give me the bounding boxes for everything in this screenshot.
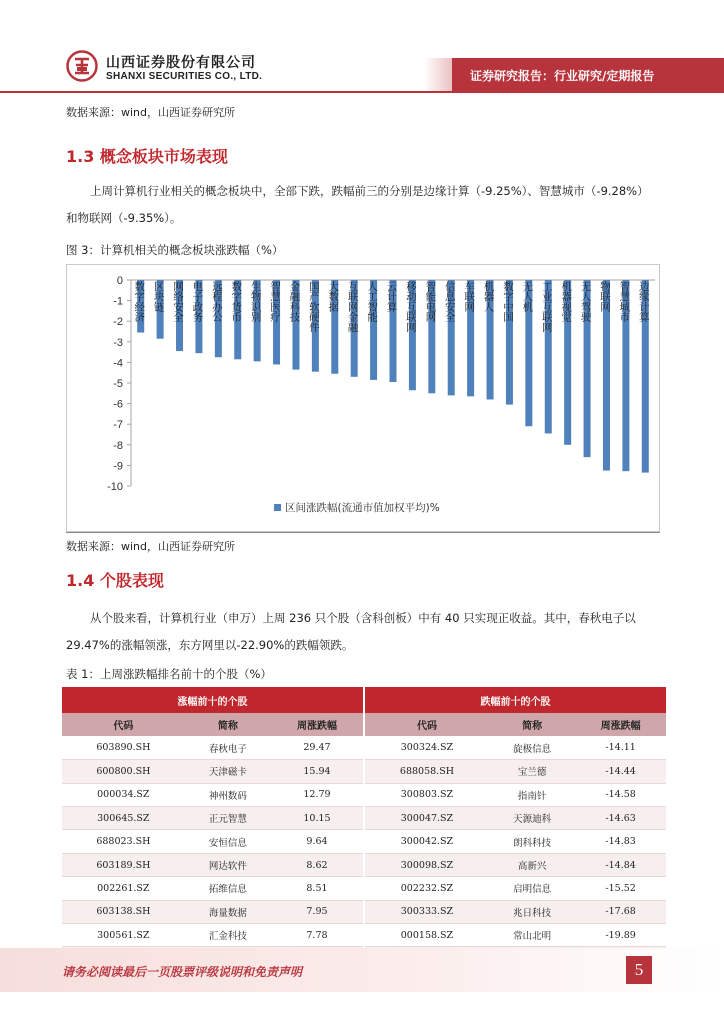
category-label: 区块链 — [153, 281, 165, 314]
section-title-concept-sectors: 1.3 概念板块市场表现 — [66, 147, 228, 166]
table-row — [62, 783, 666, 806]
table-row — [62, 807, 666, 830]
loser-name: 兆日科技 — [489, 900, 575, 923]
col-header-name: 简称 — [185, 713, 271, 736]
gainer-name: 春秋电子 — [185, 736, 271, 759]
category-label: 金融科技 — [289, 281, 301, 324]
gainers-header: 涨幅前十的个股 — [62, 687, 364, 713]
table-caption: 表 1：上周涨跌幅排名前十的个股（%） — [66, 667, 272, 681]
category-label: 数字中国 — [503, 281, 514, 324]
loser-change: -14.44 — [575, 760, 666, 783]
y-tick-label: -3 — [113, 336, 123, 349]
category-label: 智慧城市 — [619, 281, 631, 324]
loser-name: 宝兰德 — [489, 760, 575, 783]
loser-code: 300803.SZ — [364, 783, 489, 806]
gainer-name: 安恒信息 — [185, 830, 271, 853]
gainer-change: 15.94 — [271, 760, 364, 783]
category-label: 机器视觉 — [561, 281, 572, 324]
col-header-change: 周涨跌幅 — [271, 713, 364, 736]
page-number: 5 — [626, 956, 652, 984]
category-label: 无人机 — [522, 281, 534, 314]
footer-disclaimer: 请务必阅读最后一页股票评级说明和免责声明 — [62, 965, 303, 979]
loser-change: -14.83 — [575, 830, 666, 853]
loser-name: 启明信息 — [489, 877, 575, 900]
report-type-title: 证券研究报告：行业研究/定期报告 — [470, 69, 655, 83]
header-divider — [0, 91, 724, 93]
gainer-change: 7.78 — [271, 924, 364, 947]
category-label: 无人驾驶 — [580, 281, 592, 324]
gainer-name: 拓维信息 — [185, 877, 271, 900]
company-logo-icon — [66, 50, 98, 82]
gainer-code: 600800.SH — [62, 760, 185, 783]
category-label: 移动互联网 — [406, 281, 417, 334]
loser-name: 指南针 — [489, 783, 575, 806]
category-label: 数字经济 — [134, 281, 145, 324]
category-label: 工业互联网 — [542, 281, 553, 334]
table-row — [62, 900, 666, 923]
gainer-change: 10.15 — [271, 807, 364, 830]
category-label: 互联网金融 — [347, 281, 359, 334]
gainer-code: 603189.SH — [62, 853, 185, 876]
y-tick-label: -1 — [113, 295, 123, 308]
chart-bottom-rule — [66, 532, 660, 533]
loser-name: 常山北明 — [489, 924, 575, 947]
category-label: 电子政务 — [192, 281, 204, 324]
company-name-en: SHANXI SECURITIES CO., LTD. — [106, 71, 263, 82]
gainer-code: 603138.SH — [62, 900, 185, 923]
stocks-paragraph: 从个股来看，计算机行业（申万）上周 236 只个股（含科创板）中有 40 只实现正收益。其中，春秋电子以 29.47%的涨幅领涨，东方网里以-22.90%的跌幅领跌。 — [66, 611, 636, 652]
col-header-name: 简称 — [489, 713, 575, 736]
loser-change: -19.89 — [575, 924, 666, 947]
col-header-code: 代码 — [62, 713, 185, 736]
y-tick-label: 0 — [116, 275, 123, 287]
col-header-change: 周涨跌幅 — [575, 713, 666, 736]
legend-swatch — [274, 504, 281, 511]
col-header-code: 代码 — [364, 713, 489, 736]
loser-code: 002232.SZ — [364, 877, 489, 900]
loser-code: 300042.SZ — [364, 830, 489, 853]
gainer-change: 8.51 — [271, 877, 364, 900]
loser-change: -14.63 — [575, 807, 666, 830]
concept-sectors-paragraph: 上周计算机行业相关的概念板块中，全部下跌，跌幅前三的分别是边缘计算（-9.25%）、智慧城市（-9.28%）和物联网（-9.35%）。 — [66, 184, 649, 225]
gainer-name: 天津磁卡 — [185, 760, 271, 783]
loser-code: 300333.SZ — [364, 900, 489, 923]
category-label: 云计算 — [386, 281, 398, 314]
category-label: 边缘计算 — [639, 281, 650, 324]
y-tick-label: -6 — [113, 398, 123, 411]
category-label: 生物识别 — [250, 281, 262, 324]
y-tick-label: -2 — [113, 316, 123, 329]
category-label: 国产软硬件 — [309, 281, 320, 334]
loser-code: 300047.SZ — [364, 807, 489, 830]
figure-caption: 图 3：计算机相关的概念板块涨跌幅（%） — [66, 243, 284, 257]
y-tick-label: -9 — [113, 460, 123, 473]
losers-header: 跌幅前十的个股 — [364, 687, 666, 713]
loser-name: 朗科科技 — [489, 830, 575, 853]
y-tick-label: -5 — [113, 378, 123, 390]
chart-canvas — [67, 265, 661, 533]
gainer-name: 汇金科技 — [185, 924, 271, 947]
gainer-name: 正元智慧 — [185, 807, 271, 830]
loser-change: -15.52 — [575, 877, 666, 900]
loser-name: 高新兴 — [489, 853, 575, 876]
concept-sector-chart — [66, 264, 660, 532]
y-tick-label: -8 — [113, 439, 123, 452]
loser-code: 688058.SH — [364, 760, 489, 783]
category-label: 大数据 — [328, 281, 340, 314]
company-name-cn: 山西证券股份有限公司 — [106, 55, 256, 71]
section-title-stocks: 1.4 个股表现 — [66, 571, 164, 590]
table-row — [62, 853, 666, 876]
gainer-name: 神州数码 — [185, 783, 271, 806]
loser-change: -14.58 — [575, 783, 666, 806]
gainer-code: 603890.SH — [62, 736, 185, 759]
y-tick-label: -4 — [113, 357, 123, 370]
loser-code: 300098.SZ — [364, 853, 489, 876]
category-label: 信息安全 — [444, 281, 456, 324]
table-row — [62, 924, 666, 947]
data-source-top: 数据来源：wind，山西证券研究所 — [66, 106, 236, 119]
loser-code: 000158.SZ — [364, 924, 489, 947]
top-movers-table — [62, 687, 666, 971]
category-label: 车联网 — [464, 281, 475, 314]
gainer-change: 8.62 — [271, 853, 364, 876]
category-label: 网络安全 — [173, 281, 184, 324]
gainer-change: 12.79 — [271, 783, 364, 806]
gainer-change: 7.95 — [271, 900, 364, 923]
gainer-code: 000034.SZ — [62, 783, 185, 806]
y-tick-label: -7 — [113, 419, 123, 432]
gainer-name: 海量数据 — [185, 900, 271, 923]
category-label: 机器人 — [483, 281, 495, 314]
category-label: 数字货币 — [231, 281, 242, 324]
gainer-change: 9.64 — [271, 830, 364, 853]
category-label: 人工智能 — [367, 281, 378, 324]
table-row — [62, 877, 666, 900]
gainer-code: 688023.SH — [62, 830, 185, 853]
table-row — [62, 830, 666, 853]
loser-code: 300324.SZ — [364, 736, 489, 759]
y-tick-label: -10 — [107, 481, 123, 493]
data-source-mid: 数据来源：wind，山西证券研究所 — [66, 540, 236, 553]
loser-name: 旋极信息 — [489, 736, 575, 759]
loser-change: -17.68 — [575, 900, 666, 923]
category-label: 智慧医疗 — [270, 281, 281, 324]
gainer-change: 29.47 — [271, 736, 364, 759]
gainer-code: 300645.SZ — [62, 807, 185, 830]
category-label: 智能电网 — [425, 281, 437, 324]
loser-change: -14.84 — [575, 853, 666, 876]
table-row — [62, 736, 666, 759]
gainer-code: 002261.SZ — [62, 877, 185, 900]
table-row — [62, 760, 666, 783]
gainer-code: 300561.SZ — [62, 924, 185, 947]
category-label: 物联网 — [600, 281, 611, 314]
page-header — [0, 0, 724, 92]
loser-change: -14.11 — [575, 736, 666, 759]
legend-label: 区间涨跌幅(流通市值加权平均)% — [285, 502, 440, 514]
loser-name: 天源迪科 — [489, 807, 575, 830]
category-label: 远程办公 — [212, 281, 223, 324]
gainer-name: 网达软件 — [185, 853, 271, 876]
